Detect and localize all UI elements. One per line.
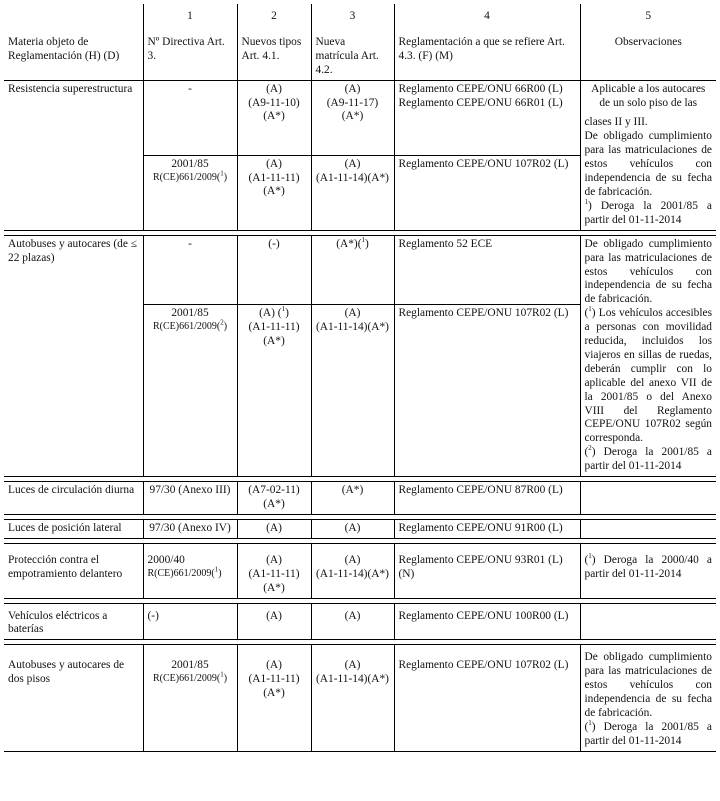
nuevos-value: (A) — [266, 157, 282, 170]
directiva-cell: 2000/40 R(CE)661/2009($^1$) — [143, 543, 237, 598]
footnote-marker: 1 — [588, 719, 592, 728]
nuevos-code: (A9-11-10)(A*) — [248, 96, 300, 123]
matricula-value: (A) — [344, 82, 361, 95]
column-number-2: 2 — [271, 10, 277, 22]
materia-label: Vehículos eléctricos a baterías — [8, 609, 108, 636]
directiva-cell — [143, 80, 237, 155]
matricula-value: (A) — [344, 521, 361, 534]
footnote-marker: 2 — [220, 318, 224, 327]
matricula-code: (A1-11-14)(A*) — [316, 171, 389, 184]
header-materia-label: Materia objeto de Reglamentación (H) (D) — [8, 35, 120, 62]
reglamento-ref: Reglamento CEPE/ONU 107R02 (L) — [398, 157, 569, 170]
nuevos-value: (A) — [266, 553, 282, 566]
column-number-3: 3 — [349, 10, 356, 22]
directiva-regulation: R(CE)661/2009( — [152, 321, 221, 333]
reglamento-ref: Reglamento CEPE/ONU 87R00 (L) — [398, 484, 563, 497]
directiva-value: 2001/85 — [171, 659, 209, 672]
header-reglamentacion-label: Reglamentación a que se refiere Art. 4.3. (F) (M) — [398, 35, 565, 62]
reglamento-note: (N) — [398, 567, 415, 580]
table-row-resistencia-a — [4, 80, 716, 155]
observacion-text: De obligado cumplimiento para las matriculaciones de estos vehículos con independencia de su fecha de fabricación. — [584, 651, 712, 719]
matricula-value: (A*) — [341, 484, 364, 497]
reglamento-cell — [394, 235, 580, 305]
nuevos-code: (A1-11-11)(A*) — [248, 321, 300, 348]
materia-cell — [4, 519, 143, 538]
matricula-value: (A) — [344, 157, 361, 170]
regulation-table — [4, 4, 716, 752]
header-nuevos-tipos — [237, 4, 311, 80]
table-row-dos-pisos — [4, 645, 716, 751]
reglamento-ref: Reglamento CEPE/ONU 107R02 (L) — [398, 659, 569, 672]
footnote-text: Deroga la 2001/85 a partir del 01-11-2014 — [584, 446, 712, 473]
observaciones-cell — [580, 603, 716, 640]
reglamento-ref: Reglamento 52 ECE — [398, 237, 493, 250]
nuevos-cell — [237, 543, 311, 598]
observaciones-cell — [580, 482, 716, 515]
table-row-electricos — [4, 603, 716, 640]
header-directiva-label: Nº Directiva Art. 3. — [147, 35, 225, 62]
header-reglamentacion — [394, 4, 580, 80]
materia-cell — [4, 80, 143, 230]
matricula-cell — [311, 645, 394, 751]
nuevos-code: (A1-11-11)(A*) — [248, 171, 300, 198]
materia-label: Luces de circulación diurna — [8, 484, 135, 497]
column-number-4: 4 — [484, 10, 490, 22]
materia-label: Resistencia superestructura — [8, 82, 133, 95]
header-observaciones-label: Observaciones — [614, 35, 682, 48]
directiva-value: 97/30 (Anexo III) — [149, 484, 231, 497]
nuevos-value: (A7-02-11)(A*) — [248, 484, 300, 510]
directiva-cell: 2001/85 R(CE)661/2009($^1$) — [143, 645, 237, 751]
directiva-cell: 2001/85 R(CE)661/2009($^1$) — [143, 155, 237, 230]
header-nueva-matricula — [311, 4, 394, 80]
reglamento-ref: Reglamento CEPE/ONU 93R01 (L) — [398, 553, 563, 566]
observacion-text: Aplicable a los autocares de un solo piso de las — [591, 82, 706, 109]
matricula-cell — [311, 80, 394, 155]
directiva-value: 2001/85 — [171, 307, 209, 320]
nuevos-value: (A) — [266, 659, 282, 672]
footnote-marker: 1 — [588, 552, 592, 561]
header-nuevos-label: Nuevos tipos Art. 4.1. — [241, 35, 302, 62]
footnote-marker: 1 — [584, 198, 588, 207]
nuevos-cell — [237, 645, 311, 751]
directiva-cell — [143, 603, 237, 640]
table-row-luces-lateral — [4, 519, 716, 538]
reglamento-ref: Reglamento CEPE/ONU 91R00 (L) — [398, 521, 563, 534]
directiva-regulation: R(CE)661/2009( — [147, 567, 215, 579]
directiva-value: 2001/85 — [171, 157, 209, 170]
reglamento-cell — [394, 305, 580, 477]
header-matricula-label: Nueva matrícula Art. 4.2. — [315, 35, 379, 76]
nuevos-value: (-) — [268, 237, 280, 250]
materia-label: Autobuses y autocares (de ≤ 22 plazas) — [8, 237, 137, 264]
observaciones-cell: ($^1$) Deroga la 2000/40 a partir del 01-11-2014 — [580, 543, 716, 598]
nuevos-cell — [237, 482, 311, 515]
directiva-cell — [143, 482, 237, 515]
footnote-text: Deroga la 2000/40 a partir del 01-11-2014 — [584, 553, 712, 580]
reglamento-ref: Reglamento CEPE/ONU 66R00 (L) — [398, 82, 563, 95]
footnote-text: Los vehículos accesibles a personas con movilidad reducida, incluidos los viajeros en sillas de ruedas, deberán cumplir con lo aplicable del anexo VII de la 2001/85 o del Anexo VIII del Reglamento CEPE/ONU 107R02 según corresponda. — [584, 307, 712, 445]
table-row-luces-diurna — [4, 482, 716, 515]
nuevos-value: (A) — [266, 521, 282, 534]
reglamento-cell — [394, 603, 580, 640]
nuevos-cell — [237, 235, 311, 305]
directiva-value: - — [188, 82, 192, 95]
nuevos-cell — [237, 80, 311, 155]
matricula-code: (A1-11-14)(A*) — [316, 673, 389, 686]
header-directiva — [143, 4, 237, 80]
table-row-autobuses-a — [4, 235, 716, 305]
header-row — [4, 4, 716, 80]
matricula-cell — [311, 482, 394, 515]
directiva-value: (-) — [147, 609, 159, 622]
nuevos-value: (A) — [266, 609, 282, 622]
observaciones-cell — [580, 519, 716, 538]
directiva-cell — [143, 519, 237, 538]
reglamento-ref: Reglamento CEPE/ONU 100R00 (L) — [398, 609, 569, 622]
matricula-cell — [311, 519, 394, 538]
materia-label: Luces de posición lateral — [8, 521, 122, 534]
materia-cell — [4, 603, 143, 640]
footnote-marker: 1 — [220, 670, 224, 679]
footnote-text: Deroga la 2001/85 a partir del 01-11-2014 — [584, 720, 712, 747]
materia-cell — [4, 482, 143, 515]
matricula-code: (A1-11-14)(A*) — [316, 321, 389, 334]
nuevos-cell — [237, 519, 311, 538]
materia-cell — [4, 645, 143, 751]
matricula-code: (A9-11-17) (A*) — [326, 96, 379, 123]
footnote-marker: 1 — [214, 565, 219, 574]
directiva-regulation: R(CE)661/2009( — [152, 673, 221, 685]
observacion-text: De obligado cumplimiento para las matriculaciones de estos vehículos con independencia de su fecha de fabricación. — [584, 237, 712, 306]
footnote-marker: 1 — [220, 169, 224, 178]
nuevos-cell — [237, 603, 311, 640]
observaciones-cell: Aplicable a los autocares de un solo piso de las clases II y III. De obligado cumplimiento para las matriculaciones de estos vehículos con independencia de su fecha de fabricación. $^1$) Deroga la 2001/85 a partir del 01-11-2014 — [580, 80, 716, 230]
materia-cell — [4, 235, 143, 476]
nuevos-cell: (A) ($^1$) (A1-11-11)(A*) — [237, 305, 311, 477]
directiva-cell — [143, 235, 237, 305]
reglamento-ref: Reglamento CEPE/ONU 66R01 (L) — [398, 96, 563, 109]
matricula-cell — [311, 155, 394, 230]
materia-label: Protección contra el empotramiento delantero — [8, 553, 123, 580]
matricula-cell — [311, 543, 394, 598]
nuevos-code: (A1-11-11)(A*) — [248, 567, 300, 594]
footnote-marker: 2 — [588, 444, 592, 453]
nuevos-cell — [237, 155, 311, 230]
header-materia — [4, 4, 143, 80]
matricula-cell — [311, 305, 394, 477]
materia-cell — [4, 543, 143, 598]
observaciones-cell: De obligado cumplimiento para las matriculaciones de estos vehículos con independencia de su fecha de fabricación. ($^1$) Deroga la 2001/85 a partir del 01-11-2014 — [580, 645, 716, 751]
matricula-value: (A) — [344, 307, 361, 320]
nuevos-code: (A1-11-11)(A*) — [248, 673, 300, 700]
footnote-text: Deroga la 2001/85 a partir del 01-11-2014 — [584, 199, 712, 226]
reglamento-ref: Reglamento CEPE/ONU 107R02 (L) — [398, 307, 569, 320]
nuevos-value: (A) — [266, 82, 282, 95]
reglamento-cell — [394, 645, 580, 751]
footnote-marker: 1 — [361, 235, 365, 244]
matricula-code: (A1-11-14)(A*) — [316, 567, 389, 580]
regulation-document — [4, 4, 716, 752]
directiva-value: 2000/40 — [147, 553, 185, 566]
matricula-cell: (A*)($^1$) — [311, 235, 394, 305]
directiva-cell: 2001/85 R(CE)661/2009($^2$) — [143, 305, 237, 477]
header-observaciones — [580, 4, 716, 80]
observaciones-cell: De obligado cumplimiento para las matriculaciones de estos vehículos con independencia de su fecha de fabricación. ($^1$) Los vehículos accesibles a personas con movilidad reducida, incluidos los viajeros en sillas de ruedas, deberán cumplir con lo aplicable del anexo VII de la 2001/85 o del Anexo VIII del Reglamento CEPE/ONU 107R02 según corresponda. ($^2$) Deroga la 2001/85 a partir del 01-11-2014 — [580, 235, 716, 476]
reglamento-cell — [394, 543, 580, 598]
reglamento-cell — [394, 155, 580, 230]
column-number-5: 5 — [645, 10, 652, 22]
nuevos-value: (A) ( — [259, 307, 282, 320]
directiva-value: - — [188, 237, 192, 250]
reglamento-cell — [394, 80, 580, 155]
directiva-regulation: R(CE)661/2009( — [152, 171, 221, 183]
directiva-value: 97/30 (Anexo IV) — [149, 521, 231, 534]
matricula-value: (A) — [344, 659, 361, 672]
reglamento-cell — [394, 519, 580, 538]
observacion-text: De obligado cumplimiento para las matriculaciones de estos vehículos con independencia de su fecha de fabricación. — [584, 130, 712, 198]
matricula-value: (A*)( — [336, 237, 362, 250]
reglamento-cell — [394, 482, 580, 515]
matricula-value: (A) — [344, 553, 361, 566]
footnote-marker: 1 — [588, 305, 592, 314]
matricula-value: (A) — [344, 609, 361, 622]
observacion-text: clases II y III. — [584, 116, 648, 129]
table-row-proteccion — [4, 543, 716, 598]
matricula-cell — [311, 603, 394, 640]
column-number-1: 1 — [187, 10, 193, 22]
footnote-marker: 1 — [281, 305, 286, 314]
materia-label: Autobuses y autocares de dos pisos — [8, 659, 125, 686]
